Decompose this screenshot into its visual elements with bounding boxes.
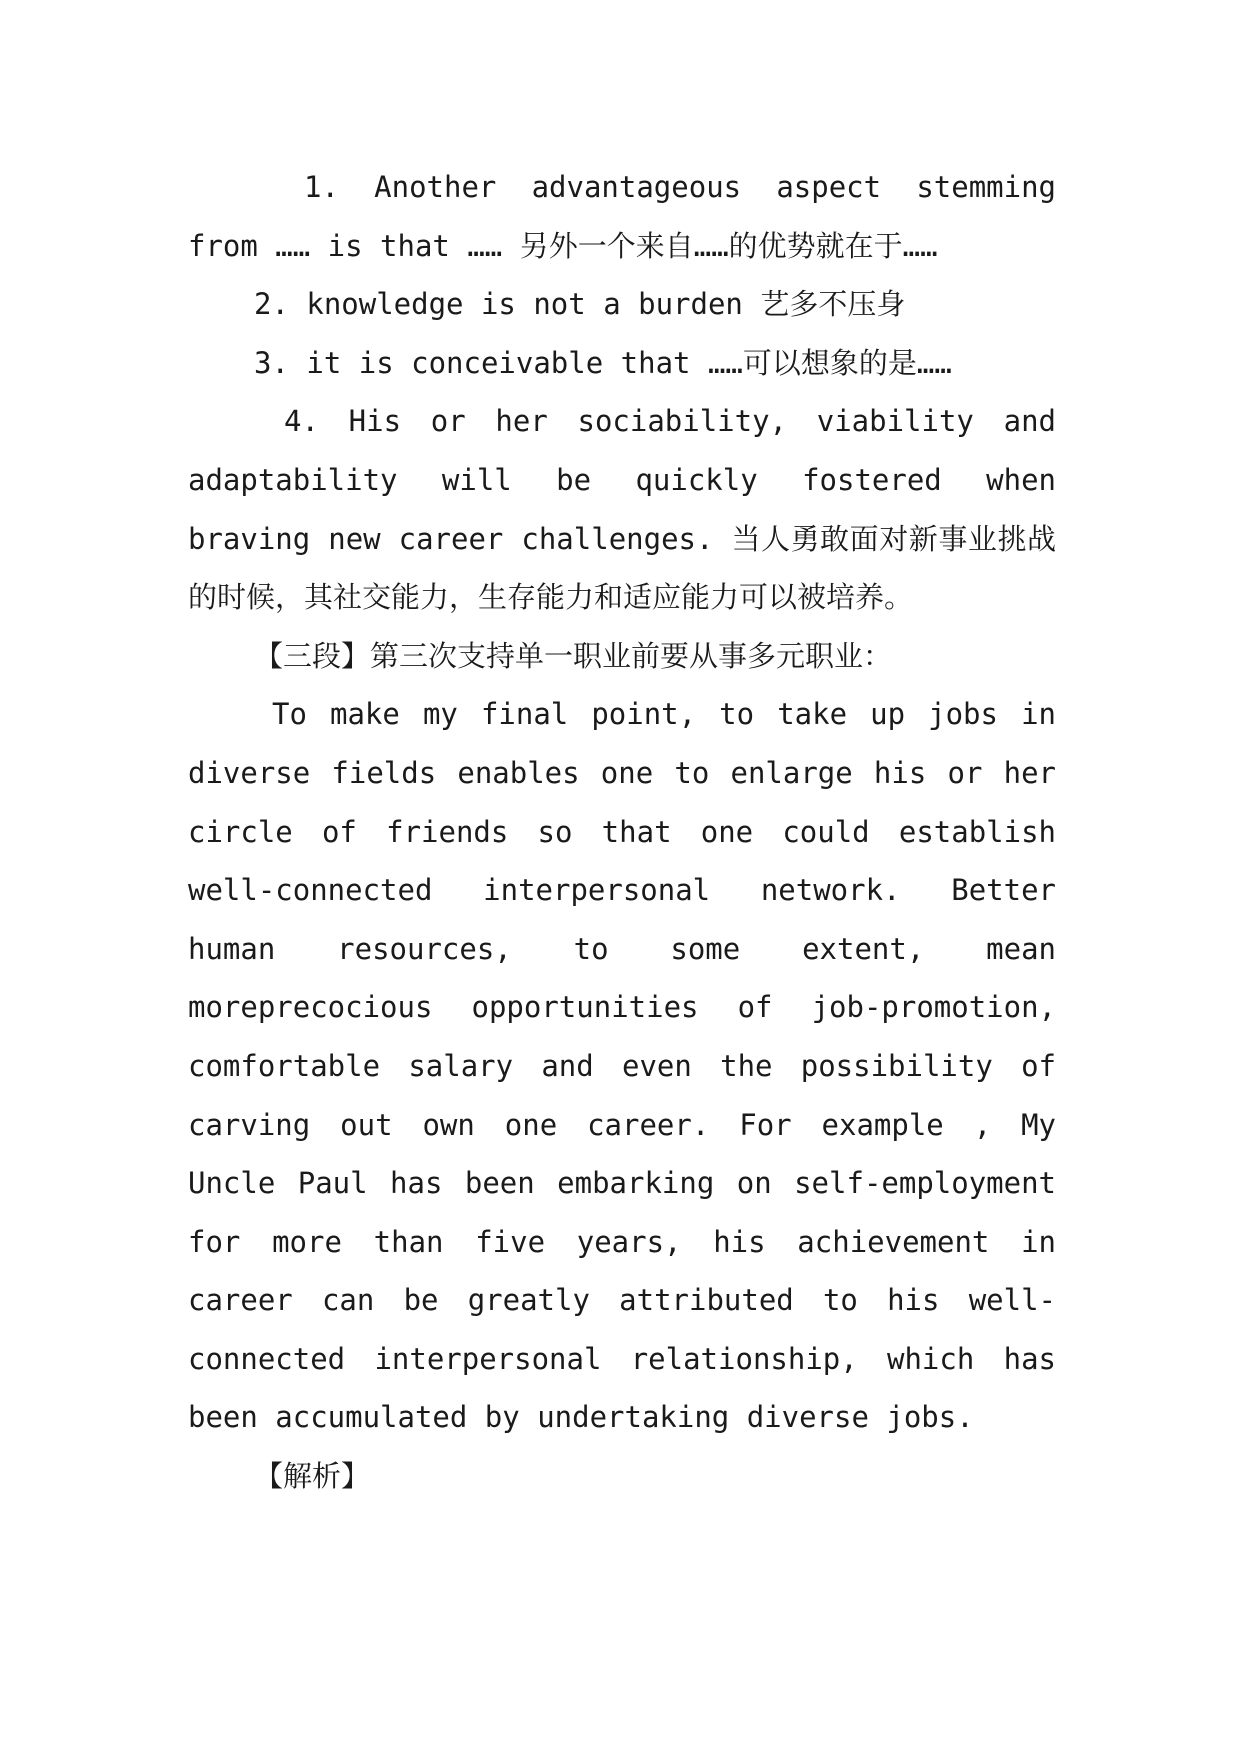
list-item-3: 3. it is conceivable that ……可以想象的是…… xyxy=(254,345,952,380)
list-item-1: 1. Another advantageous aspect stemming from …… is that …… 另外一个来自……的优势就在于…… xyxy=(188,170,1056,263)
body-paragraph: To make my final point, to take up jobs in diverse fields enables one to enlarge his or her circle of friends so that one could establish well-connected interpersonal network. Better human resources, to some extent, mean moreprecocious opportunities of job-promotion, comfortable salary and even the possibility of carving out own one career. For example , My Uncle Paul has been embarking on self-employment for more than five years, his achievement in career can be greatly attributed to his well-connected interpersonal relationship, which has been accumulated by undertaking diverse jobs. xyxy=(188,697,1056,1435)
document-page xyxy=(188,158,1056,1506)
section-heading: 【三段】第三次支持单一职业前要从事多元职业： xyxy=(254,638,893,673)
list-item-4: 4. His or her sociability, viability and adaptability will be quickly fostered when braving new career challenges. 当人勇敢面对新事业挑战的时候，其社交能力，生存能力和适应能力可以被培养。 xyxy=(188,404,1056,615)
analysis-heading: 【解析】 xyxy=(254,1459,371,1494)
list-item-2: 2. knowledge is not a burden 艺多不压身 xyxy=(254,287,906,322)
